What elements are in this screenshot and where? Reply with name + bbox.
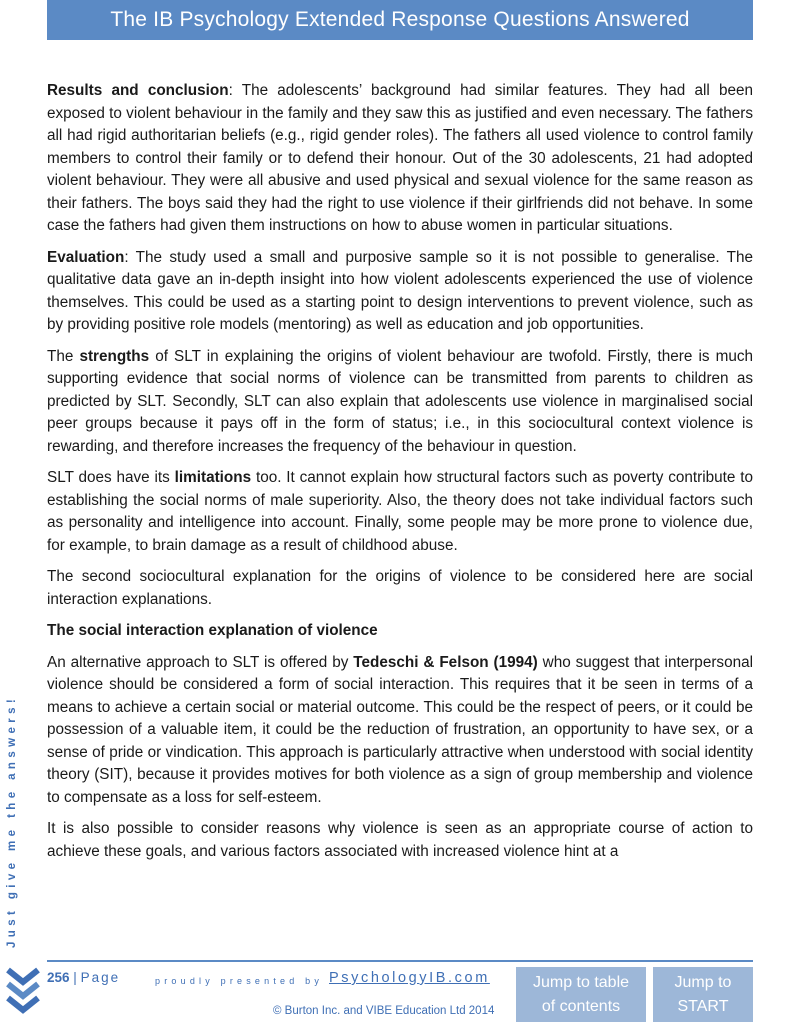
button-label-line: Jump to	[674, 973, 732, 991]
document-title: The IB Psychology Extended Response Questions Answered	[110, 8, 690, 31]
paragraph-lead: limitations	[174, 469, 252, 486]
page-separator: |	[73, 970, 77, 985]
paragraph-evaluation	[47, 247, 753, 337]
paragraph-strengths	[47, 346, 753, 459]
button-label-line: of contents	[541, 997, 621, 1015]
button-label-line: Jump to table	[532, 973, 630, 991]
paragraph-lead: Tedeschi & Felson (1994)	[353, 653, 538, 671]
paragraph-results	[47, 80, 753, 238]
header-bar	[47, 0, 753, 40]
page-word: Page	[80, 970, 121, 985]
page-number	[47, 970, 120, 985]
section-heading: The social interaction explanation of violence	[47, 622, 378, 639]
paragraph-text: : The study used a small and purposive sample so it is not possible to generalise. The qualitative data gave an in-depth insight into how violent adolescents experienced the use of violence themselves. This could be used as a starting point to design interventions to prevent violence, such as by providing positive role models (mentoring) as well as education and job opportunities.	[47, 248, 753, 333]
paragraph-text: too. It cannot explain how structural factors such as poverty contribute to establishing the social norms of male superiority. Also, the theory does not take individual factors such as personality and intelligence into account. Finally, some people may be more prone to violence due, for example, to brain damage as a result of childhood abuse.	[47, 469, 754, 554]
paragraph-text: The second sociocultural explanation for the origins of violence to be considered here are social interaction explanations.	[47, 568, 753, 608]
jump-to-start-button[interactable]	[653, 967, 753, 1022]
paragraph-lead: Results and conclusion	[47, 82, 229, 99]
paragraph-tedeschi	[47, 652, 753, 810]
footer-divider	[47, 960, 753, 962]
paragraph-pre: The	[47, 347, 80, 365]
paragraph-text: who suggest that interpersonal violence should be considered a form of social interaction. This requires that it be seen in terms of a means to achieve a certain social or material outcome. This could be the respect of peers, or it could be possession of a valuable item, it could be the reduction of frustration, an opportunity to have sex, or a sense of pride or vindication. This approach is particularly attractive when understood with social identity theory (SIT), because it provides motives for both violence as a sign of group membership and violence to compensate as a loss for self-esteem.	[47, 653, 753, 806]
paragraph-pre: SLT does have its	[47, 469, 175, 486]
paragraph-reasons	[47, 818, 753, 863]
paragraph-pre: An alternative approach to SLT is offered by	[47, 653, 354, 671]
page-number-value: 256	[47, 970, 70, 985]
main-content	[47, 80, 753, 872]
paragraph-text: It is also possible to consider reasons why violence is seen as an appropriate course of action to achieve these goals, and various factors associated with increased violence hint at a	[47, 820, 753, 860]
paragraph-text: of SLT in explaining the origins of violent behaviour are twofold. Firstly, there is much supporting evidence that social norms of violence can be transmitted from parents to children as predicted by SLT. Secondly, SLT can also explain that adolescents use violence in marginalised social peer groups because it pays off in the form of status; i.e., in this sociocultural context violence is rewarding, and therefore increases the frequency of the behaviour in question.	[47, 347, 753, 455]
paragraph-text: : The adolescents’ background had similar features. They had all been exposed to violent behaviour in the family and they saw this as justified and even necessary. The fathers all had rigid authoritarian beliefs (e.g., rigid gender roles). The fathers all used violence to control family members to control their family or to defend their honour. Out of the 30 adolescents, 21 had adopted violent behaviour. They were all abusive and used physical and sexual violence for the same reason as their fathers. The boys said they had the right to use violence if their girlfriends did not behave. In some case the fathers had given them instructions on how to abuse women in particular situations.	[47, 82, 754, 234]
button-label-line: START	[677, 997, 729, 1015]
copyright: © Burton Inc. and VIBE Education Ltd 2014	[273, 1005, 495, 1017]
jump-to-toc-button[interactable]	[516, 967, 646, 1022]
site-link[interactable]: PsychologyIB.com	[329, 970, 490, 986]
triple-chevron-down-icon	[6, 966, 40, 1016]
side-tagline: Just give me the answers!	[6, 694, 18, 948]
paragraph-lead: Evaluation	[47, 248, 125, 266]
paragraph-limitations	[47, 467, 753, 557]
paragraph-lead: strengths	[79, 347, 150, 365]
paragraph-second-explanation	[47, 566, 753, 611]
presented-by: proudly presented by	[155, 976, 324, 986]
